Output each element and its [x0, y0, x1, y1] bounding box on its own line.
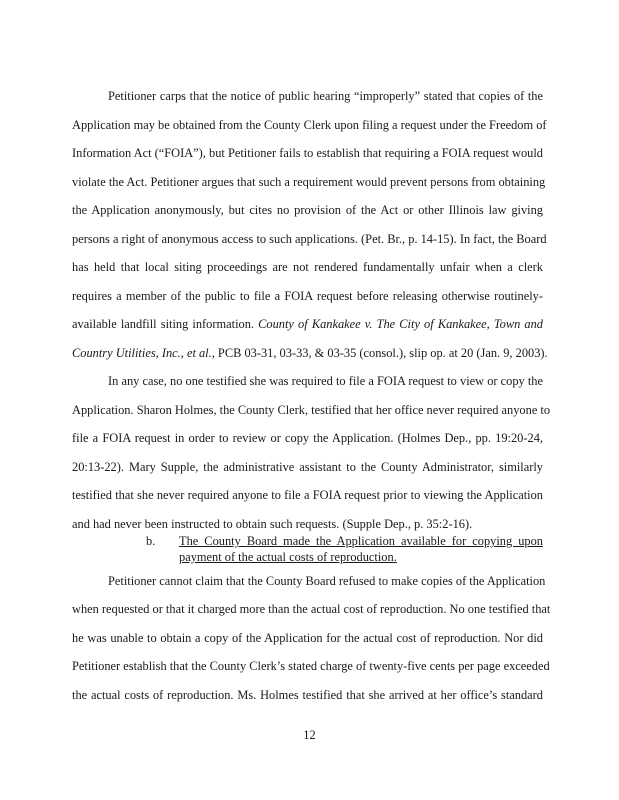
case-name-part-a: County of Kankakee v. The City of Kankakee, Town and [258, 317, 544, 331]
paragraph-1-line-1: Petitioner carps that the notice of public hearing “improperly” stated that copies of the [108, 89, 543, 103]
paragraph-1-line-5: the Application anonymously, but cites no provision of the Act or other Illinois law giving [72, 203, 543, 217]
paragraph-1-line-6: persons a right of anonymous access to such applications. (Pet. Br., p. 14-15). In fact, the Board [72, 232, 547, 246]
paragraph-2-line-4: 20:13-22). Mary Supple, the administrative assistant to the County Administrator, similarly [72, 460, 543, 474]
paragraph-3-line-4: Petitioner establish that the County Clerk’s stated charge of twenty-five cents per page exceeded [72, 659, 550, 673]
paragraph-1-line-10 [72, 346, 548, 360]
paragraph-1-line-3: Information Act (“FOIA”), but Petitioner fails to establish that requiring a FOIA request would [72, 146, 543, 160]
paragraph-3-line-5: the actual costs of reproduction. Ms. Holmes testified that she arrived at her office’s standard [72, 688, 543, 702]
case-name-part-b: Country Utilities, Inc., et al. [72, 346, 212, 360]
paragraph-2-line-6: and had never been instructed to obtain such requests. (Supple Dep., p. 35:2-16). [72, 517, 473, 531]
paragraph-2-line-1: In any case, no one testified she was required to file a FOIA request to view or copy the [108, 374, 543, 388]
paragraph-1-line-7: has held that local siting proceedings are not rendered fundamentally unfair when a clerk [72, 260, 543, 274]
paragraph-2-line-2: Application. Sharon Holmes, the County Clerk, testified that her office never required anyone to [72, 403, 551, 417]
paragraph-1-line-2: Application may be obtained from the County Clerk upon filing a request under the Freedom of [72, 118, 547, 132]
page-number: 12 [303, 728, 316, 742]
paragraph-3-line-2: when requested or that it charged more than the actual cost of reproduction. No one testified that [72, 602, 551, 616]
heading-line-2: payment of the actual costs of reproduction. [179, 550, 397, 564]
paragraph-1-line-9 [72, 317, 543, 331]
paragraph-1-line-4: violate the Act. Petitioner argues that such a requirement would prevent persons from obtaining [72, 175, 546, 189]
paragraph-2-line-5: testified that she never required anyone to file a FOIA request prior to viewing the Application [72, 488, 543, 502]
paragraph-3-line-1: Petitioner cannot claim that the County Board refused to make copies of the Application [108, 574, 546, 588]
paragraph-1-line-8: requires a member of the public to file a FOIA request before releasing otherwise routinely- [72, 289, 543, 303]
paragraph-3-line-3: he was unable to obtain a copy of the Application for the actual cost of reproduction. Nor did [72, 631, 543, 645]
citation-tail: , PCB 03-31, 03-33, & 03-35 (consol.), slip op. at 20 (Jan. 9, 2003). [211, 346, 548, 360]
paragraph-2-line-3: file a FOIA request in order to review or copy the Application. (Holmes Dep., pp. 19:20-24, [72, 431, 543, 445]
heading-line-1: The County Board made the Application available for copying upon [179, 534, 543, 548]
line-9-text: available landfill siting information. [72, 317, 259, 331]
heading-marker: b. [146, 534, 156, 548]
